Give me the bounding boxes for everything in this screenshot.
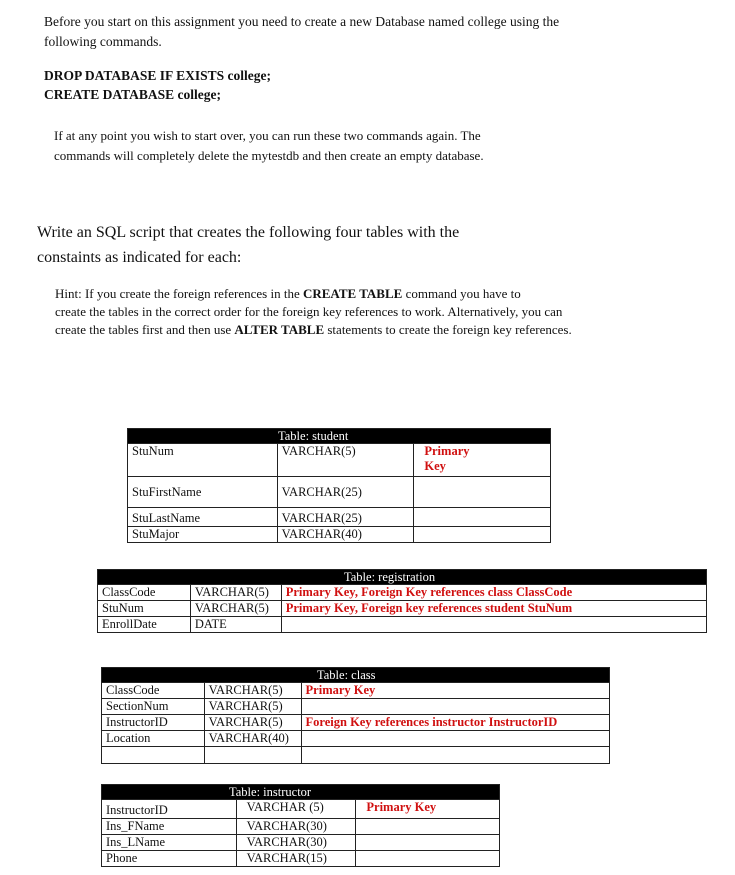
note-paragraph — [54, 126, 654, 166]
student-table-title: Table: student — [278, 429, 349, 443]
column-name: EnrollDate — [98, 617, 191, 633]
instructor-table — [101, 784, 500, 867]
column-type: VARCHAR(5) — [190, 601, 281, 617]
hint-keyword-create-table: CREATE TABLE — [302, 286, 403, 301]
column-name: Ins_LName — [102, 835, 237, 851]
note-line-1: If at any point you wish to start over, you can run these two commands again. The — [54, 128, 481, 143]
intro-line-2: following commands. — [44, 34, 162, 49]
registration-table — [97, 569, 707, 633]
column-constraint: Primary Key, Foreign key references student StuNum — [281, 601, 706, 617]
table-row — [102, 731, 610, 747]
column-constraint — [356, 819, 500, 835]
hint-line-3 — [55, 321, 705, 339]
column-constraint — [356, 835, 500, 851]
column-constraint — [414, 477, 551, 508]
table-row — [102, 851, 500, 867]
column-name: StuNum — [128, 444, 278, 477]
hint-keyword-alter-table: ALTER TABLE — [234, 322, 325, 337]
table-row — [102, 800, 500, 819]
column-constraint — [414, 444, 551, 477]
column-type: VARCHAR (5) — [236, 800, 356, 819]
column-name: SectionNum — [102, 699, 205, 715]
column-type: VARCHAR(5) — [204, 699, 301, 715]
column-name: InstructorID — [102, 715, 205, 731]
column-type: VARCHAR(40) — [204, 731, 301, 747]
hint-line-1 — [55, 285, 705, 303]
hint-text: Hint: If you create the foreign references in the — [55, 286, 303, 301]
column-constraint: Primary Key, Foreign Key references class ClassCode — [281, 585, 706, 601]
student-table-header — [128, 429, 551, 444]
note-line-2: commands will completely delete the mytestdb and then create an empty database. — [54, 148, 484, 163]
column-name: Ins_FName — [102, 819, 237, 835]
column-name: InstructorID — [102, 800, 237, 819]
column-name: Location — [102, 731, 205, 747]
column-type: VARCHAR(30) — [236, 835, 356, 851]
column-type: VARCHAR(25) — [277, 477, 414, 508]
class-table — [101, 667, 610, 764]
drop-command: DROP DATABASE IF EXISTS college; — [44, 68, 272, 83]
table-row — [128, 508, 551, 527]
intro-line-1: Before you start on this assignment you need to create a new Database named college using the — [44, 14, 560, 29]
column-constraint — [356, 851, 500, 867]
table-row — [98, 617, 707, 633]
create-command: CREATE DATABASE college; — [44, 87, 221, 102]
registration-table-title: Table: registration — [344, 570, 436, 584]
table-row — [128, 527, 551, 543]
table-row — [102, 835, 500, 851]
column-name: ClassCode — [98, 585, 191, 601]
table-row — [98, 585, 707, 601]
table-row — [102, 819, 500, 835]
registration-table-header — [98, 570, 707, 585]
class-table-title: Table: class — [317, 668, 376, 682]
table-row — [98, 601, 707, 617]
column-name: StuFirstName — [128, 477, 278, 508]
column-name: ClassCode — [102, 683, 205, 699]
table-row — [128, 477, 551, 508]
table-row-empty — [102, 747, 610, 764]
column-type: VARCHAR(40) — [277, 527, 414, 543]
column-constraint: Primary Key — [301, 683, 609, 699]
column-name: Phone — [102, 851, 237, 867]
column-constraint: Foreign Key references instructor InstructorID — [301, 715, 609, 731]
task-line-1: Write an SQL script that creates the following four tables with the — [37, 224, 460, 241]
column-constraint — [281, 617, 706, 633]
column-constraint — [414, 527, 551, 543]
hint-text: command you have to — [402, 286, 521, 301]
column-constraint — [301, 731, 609, 747]
column-type: VARCHAR(5) — [204, 715, 301, 731]
hint-text: statements to create the foreign key references. — [324, 322, 572, 337]
column-constraint — [301, 699, 609, 715]
column-type: VARCHAR(5) — [190, 585, 281, 601]
column-type: VARCHAR(5) — [277, 444, 414, 477]
column-type: VARCHAR(5) — [204, 683, 301, 699]
column-type: DATE — [190, 617, 281, 633]
primary-key-label: Primary Key — [424, 444, 470, 473]
column-type: VARCHAR(15) — [236, 851, 356, 867]
sql-commands — [44, 66, 271, 104]
table-row — [102, 683, 610, 699]
table-row — [128, 444, 551, 477]
student-table — [127, 428, 551, 543]
column-name: StuMajor — [128, 527, 278, 543]
intro-paragraph — [44, 12, 684, 52]
instructor-table-header — [102, 785, 500, 800]
hint-line-2: create the tables in the correct order for the foreign key references to work. Alternatively, you can — [55, 304, 563, 319]
column-constraint: Primary Key — [356, 800, 500, 819]
column-name: StuNum — [98, 601, 191, 617]
task-paragraph — [37, 220, 577, 270]
hint-paragraph — [55, 285, 705, 339]
instructor-table-title: Table: instructor — [229, 785, 312, 799]
column-constraint — [414, 508, 551, 527]
class-table-header — [102, 668, 610, 683]
table-row — [102, 715, 610, 731]
column-name: StuLastName — [128, 508, 278, 527]
task-line-2: constaints as indicated for each: — [37, 249, 242, 266]
hint-text: create the tables first and then use — [55, 322, 235, 337]
column-type: VARCHAR(25) — [277, 508, 414, 527]
table-row — [102, 699, 610, 715]
column-type: VARCHAR(30) — [236, 819, 356, 835]
